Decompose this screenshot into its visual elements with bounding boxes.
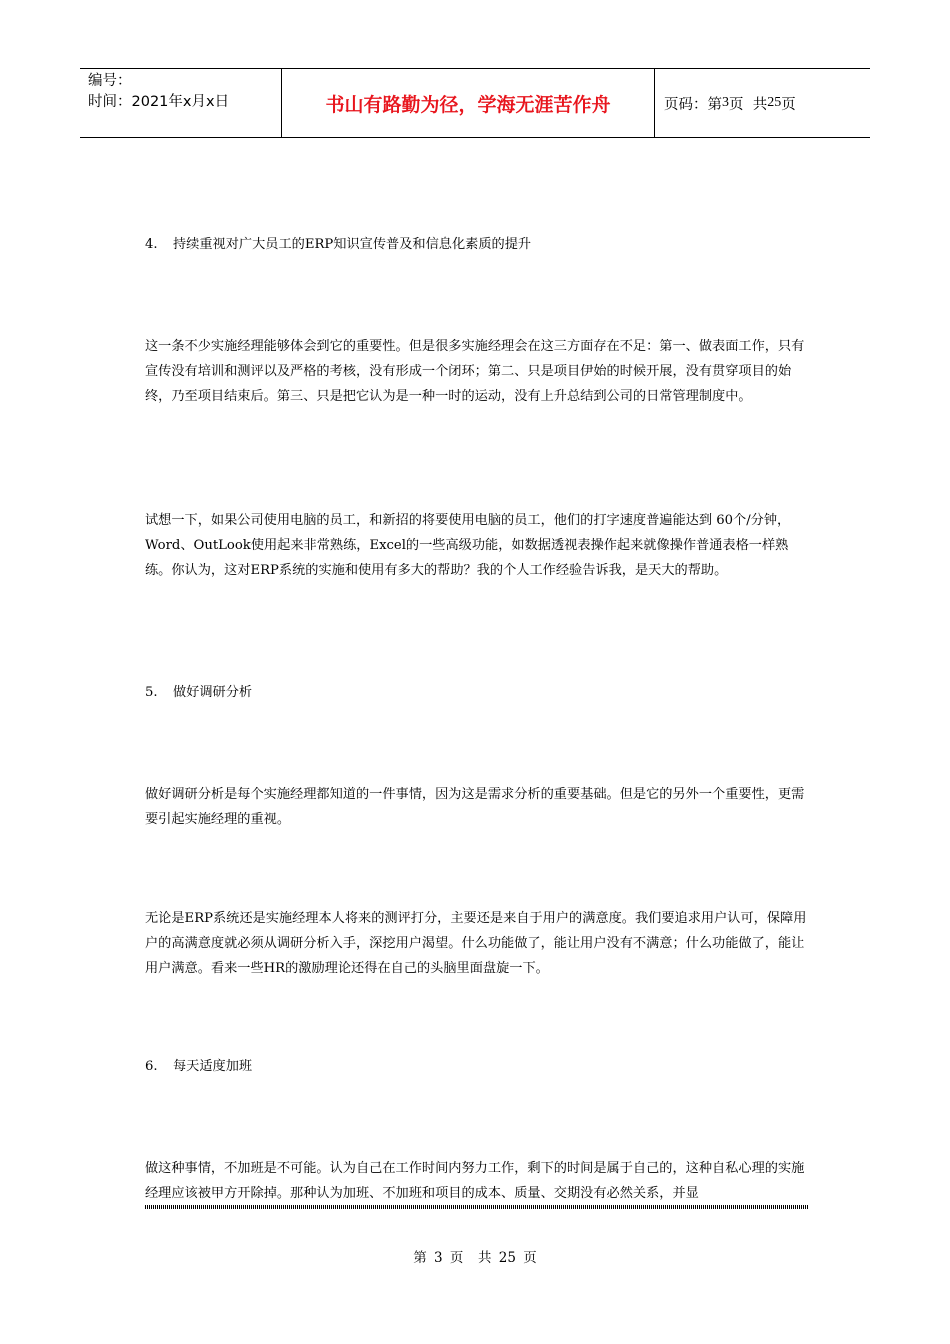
header-page-info xyxy=(655,69,870,137)
page-total: 25 xyxy=(767,95,782,110)
page-current: 3 xyxy=(722,95,729,110)
section-title: 做好调研分析 xyxy=(173,685,253,700)
page-suffix: 页 xyxy=(781,96,796,113)
section-number: 6. xyxy=(145,1059,158,1074)
page-mid: 页 共 xyxy=(729,96,768,113)
paragraph: 试想一下，如果公司使用电脑的员工，和新招的将要使用电脑的员工，他们的打字速度普遍能达到 60个/分钟，Word、OutLook使用起来非常熟练，Excel的一些高级功能，如数据透视表操作起来就像操作普通表格一样熟练。你认为，这对ERP系统的实施和使用有多大的帮助？我的个人工作经验告诉我，是天大的帮助。 xyxy=(145,513,791,578)
paragraph: 这一条不少实施经理能够体会到它的重要性。但是很多实施经理会在这三方面存在不足：第一、做表面工作，只有宣传没有培训和测评以及严格的考核，没有形成一个闭环；第二、只是项目伊始的时候开展，没有贯穿项目的始终，乃至项目结束后。第三、只是把它认为是一种一时的运动，没有上升总结到公司的日常管理制度中。 xyxy=(145,339,805,404)
footer-suffix: 页 xyxy=(523,1250,537,1266)
paragraph: 无论是ERP系统还是实施经理本人将来的测评打分，主要还是来自于用户的满意度。我们要追求用户认可，保障用户的高满意度就必须从调研分析入手，深挖用户渴望。什么功能做了，能让用户没有不满意；什么功能做了，能让用户满意。看来一些HR的激励理论还得在自己的头脑里面盘旋一下。 xyxy=(145,911,807,976)
section-number: 4. xyxy=(145,237,158,252)
paragraph: 做这种事情，不加班是不可能。认为自己在工作时间内努力工作，剩下的时间是属于自己的，这种自私心理的实施经理应该被甲方开除掉。那种认为加班、不加班和项目的成本、质量、交期没有必然关系，并显 xyxy=(145,1161,805,1201)
footer-mid: 页 共 xyxy=(449,1250,492,1266)
footer-prefix: 第 xyxy=(413,1250,427,1266)
section-title: 每天适度加班 xyxy=(173,1059,253,1074)
document-date: 时间：2021年x月x日 xyxy=(88,94,230,110)
section-heading xyxy=(145,235,531,255)
header-motto: 书山有路勤为径，学海无涯苦作舟 xyxy=(281,69,655,137)
page-header xyxy=(80,68,870,138)
section-title: 持续重视对广大员工的ERP知识宣传普及和信息化素质的提升 xyxy=(173,237,532,252)
section-heading xyxy=(145,1057,252,1077)
section-number: 5. xyxy=(145,685,158,700)
footer-total: 25 xyxy=(498,1250,516,1266)
bottom-divider xyxy=(145,1205,809,1209)
header-meta xyxy=(80,69,281,137)
paragraph: 做好调研分析是每个实施经理都知道的一件事情，因为这是需求分析的重要基础。但是它的另外一个重要性，更需要引起实施经理的重视。 xyxy=(145,787,805,827)
footer-current: 3 xyxy=(434,1250,443,1266)
document-number-label: 编号： xyxy=(88,73,132,89)
page-prefix: 页码：第 xyxy=(664,96,722,113)
page-footer xyxy=(0,1246,950,1266)
section-heading xyxy=(145,683,252,703)
